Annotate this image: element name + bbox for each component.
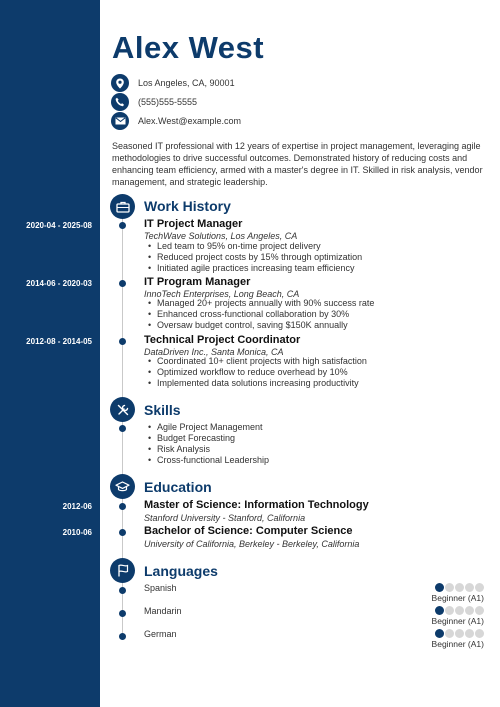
email-text: Alex.West@example.com bbox=[138, 116, 242, 126]
timeline-dot bbox=[119, 222, 126, 229]
job-1-company: TechWave Solutions, Los Angeles, CA bbox=[144, 231, 298, 241]
bullet-item: • Optimized workflow to reduce overhead by 10% bbox=[148, 367, 448, 378]
rating-dot-empty bbox=[475, 606, 484, 615]
sidebar bbox=[0, 0, 100, 707]
rating-dot-empty bbox=[445, 606, 454, 615]
language-name: Mandarin bbox=[144, 606, 182, 616]
edu-2-date: 2010-06 bbox=[62, 528, 92, 537]
rating-dot-empty bbox=[475, 583, 484, 592]
job-1-title: IT Project Manager bbox=[144, 218, 243, 230]
language-level: Beginner (A1) bbox=[431, 616, 484, 626]
location-pin-icon bbox=[111, 74, 129, 92]
phone-text: (555)555-5555 bbox=[138, 97, 198, 107]
contact-phone bbox=[111, 93, 311, 111]
timeline-dot bbox=[119, 610, 126, 617]
rating-dots bbox=[424, 629, 484, 638]
timeline-dot bbox=[119, 280, 126, 287]
bullet-item: • Reduced project costs by 15% through optimization bbox=[148, 252, 448, 263]
skill-item: • Risk Analysis bbox=[148, 444, 448, 455]
rating-dot-empty bbox=[465, 629, 474, 638]
rating-dot-empty bbox=[455, 606, 464, 615]
timeline-dot bbox=[119, 587, 126, 594]
language-name: Spanish bbox=[144, 583, 177, 593]
rating-dot-empty bbox=[455, 583, 464, 592]
flag-icon bbox=[110, 558, 135, 583]
timeline-dot bbox=[119, 529, 126, 536]
job-1-bullets bbox=[148, 241, 448, 274]
candidate-name: Alex West bbox=[112, 30, 265, 65]
briefcase-icon bbox=[110, 194, 135, 219]
edu-2-school: University of California, Berkeley - Berkeley, California bbox=[144, 539, 360, 549]
edu-1-school: Stanford University - Stanford, California bbox=[144, 513, 306, 523]
timeline-dot bbox=[119, 503, 126, 510]
job-1-dates: 2020-04 - 2025-08 bbox=[26, 221, 92, 230]
job-3-dates: 2012-08 - 2014-05 bbox=[26, 337, 92, 346]
rating-dot-filled bbox=[435, 583, 444, 592]
location-text: Los Angeles, CA, 90001 bbox=[138, 78, 235, 88]
job-2-bullets bbox=[148, 298, 448, 331]
graduation-cap-icon bbox=[110, 474, 135, 499]
skill-item: • Cross-functional Leadership bbox=[148, 455, 448, 466]
job-2-dates: 2014-06 - 2020-03 bbox=[26, 279, 92, 288]
skills-list bbox=[148, 422, 448, 466]
contact-email bbox=[111, 112, 311, 130]
job-2-company: InnoTech Enterprises, Long Beach, CA bbox=[144, 289, 300, 299]
skill-item: • Budget Forecasting bbox=[148, 433, 448, 444]
language-level: Beginner (A1) bbox=[431, 593, 484, 603]
language-rating bbox=[424, 606, 484, 626]
timeline-dot bbox=[119, 338, 126, 345]
bullet-item: • Initiated agile practices increasing team efficiency bbox=[148, 263, 448, 274]
rating-dot-empty bbox=[445, 629, 454, 638]
tools-icon bbox=[110, 397, 135, 422]
rating-dot-empty bbox=[465, 583, 474, 592]
education-heading: Education bbox=[144, 479, 212, 495]
language-name: German bbox=[144, 629, 177, 639]
rating-dot-empty bbox=[475, 629, 484, 638]
bullet-item: • Managed 20+ projects annually with 90% success rate bbox=[148, 298, 448, 309]
professional-summary: Seasoned IT professional with 12 years of expertise in project management, leveraging agile methodologies to drive successful outcomes. Demonstrated history of reducing costs and enhancing team efficiency, armed with a master's degree in IT. Skilled in risk analysis, vendor management, and strategic leadership. bbox=[112, 141, 483, 187]
edu-1-degree: Master of Science: Information Technology bbox=[144, 499, 369, 511]
rating-dot-empty bbox=[465, 606, 474, 615]
email-icon bbox=[111, 112, 129, 130]
bullet-item: • Led team to 95% on-time project delivery bbox=[148, 241, 448, 252]
work-history-heading: Work History bbox=[144, 198, 231, 214]
language-rating bbox=[424, 583, 484, 603]
timeline-dot bbox=[119, 633, 126, 640]
job-3-title: Technical Project Coordinator bbox=[144, 334, 301, 346]
rating-dot-empty bbox=[445, 583, 454, 592]
edu-2-degree: Bachelor of Science: Computer Science bbox=[144, 525, 353, 537]
rating-dot-empty bbox=[455, 629, 464, 638]
language-level: Beginner (A1) bbox=[431, 639, 484, 649]
bullet-item: • Enhanced cross-functional collaboration by 30% bbox=[148, 309, 448, 320]
bullet-item: • Coordinated 10+ client projects with high satisfaction bbox=[148, 356, 448, 367]
job-2-title: IT Program Manager bbox=[144, 276, 251, 288]
bullet-item: • Oversaw budget control, saving $150K annually bbox=[148, 320, 448, 331]
rating-dots bbox=[424, 583, 484, 592]
job-3-company: DataDriven Inc., Santa Monica, CA bbox=[144, 347, 284, 357]
edu-1-date: 2012-06 bbox=[62, 502, 92, 511]
job-3-bullets bbox=[148, 356, 448, 389]
language-rating bbox=[424, 629, 484, 649]
timeline-dot bbox=[119, 425, 126, 432]
phone-icon bbox=[111, 93, 129, 111]
skills-heading: Skills bbox=[144, 402, 181, 418]
skill-item: • Agile Project Management bbox=[148, 422, 448, 433]
bullet-item: • Implemented data solutions increasing productivity bbox=[148, 378, 448, 389]
languages-heading: Languages bbox=[144, 563, 218, 579]
rating-dot-filled bbox=[435, 606, 444, 615]
rating-dots bbox=[424, 606, 484, 615]
contact-location bbox=[111, 74, 311, 92]
rating-dot-filled bbox=[435, 629, 444, 638]
